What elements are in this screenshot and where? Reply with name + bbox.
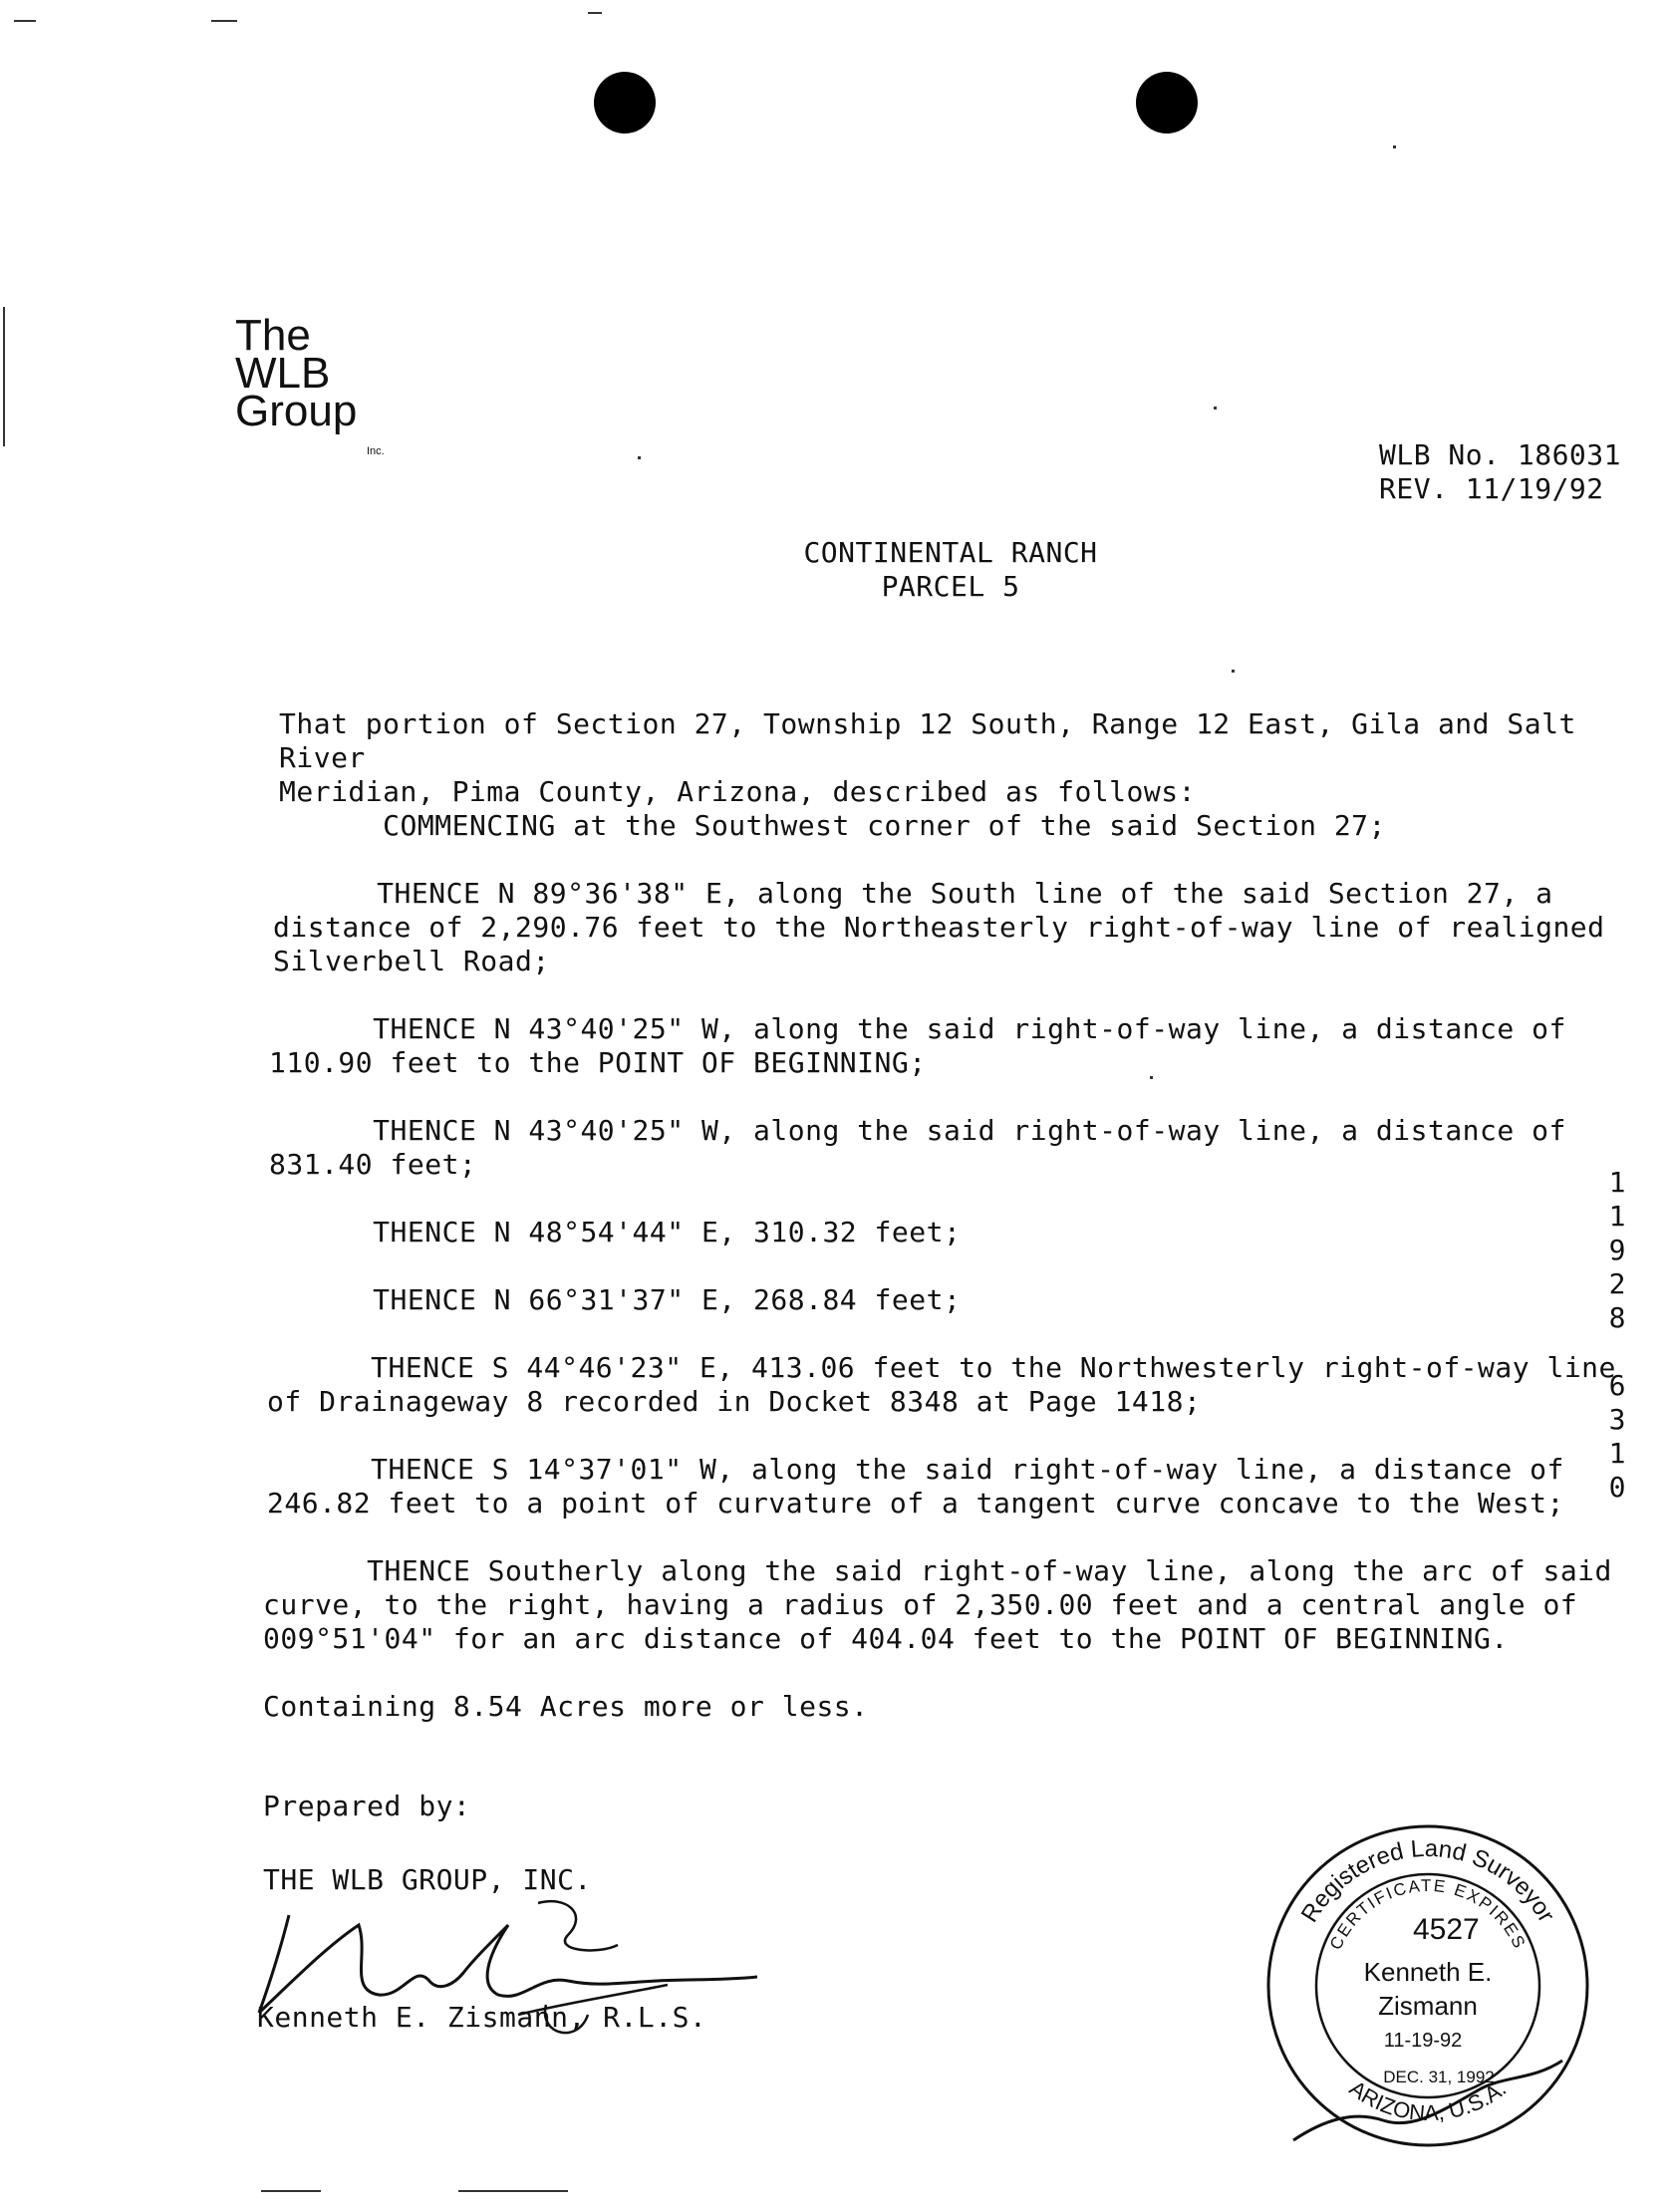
side-digit: 1 [1608,1166,1626,1199]
scan-mark [211,20,237,22]
seal-number: 4527 [1413,1913,1480,1946]
side-digit: 1 [1608,1200,1626,1233]
course-1-paragraph: THENCE N 89°36'38" E, along the South line of the said Section 27, a distance of 2,290.76 feet to the Northeasterly right-of-way line of realigned Silverbell Road; [273,877,1605,977]
document-title [697,536,1204,604]
scan-mark [1214,407,1217,410]
prepared-by-company: THE WLB GROUP, INC. [263,1863,592,1896]
seal-outer-text: Registered Land Surveyor [1295,1834,1560,1928]
surveyor-seal [1263,1821,1592,2150]
side-digit: 3 [1608,1403,1626,1436]
seal-expiry: DEC. 31, 1992 [1383,2068,1495,2086]
course-5-paragraph: THENCE N 66°31'37" E, 268.84 feet; [269,1283,962,1316]
scan-mark [14,20,36,22]
seal-state: ARIZONA, U.S.A. [1344,2075,1512,2126]
commencing-paragraph: COMMENCING at the Southwest corner of the said Section 27; [279,809,1386,842]
wlb-number: WLB No. 186031 [1379,438,1622,471]
punch-hole-right [1136,72,1198,134]
logo-line-the: The [235,311,311,360]
side-digit: 9 [1608,1234,1626,1266]
punch-hole-left [594,72,656,134]
logo-inc: Inc. [367,445,385,457]
side-digit: 0 [1608,1471,1626,1504]
acreage-paragraph: Containing 8.54 Acres more or less. [263,1690,869,1723]
revision-date: REV. 11/19/92 [1379,472,1604,505]
scan-mark [1232,670,1235,673]
reference-block [1379,438,1621,506]
logo-line-wlb: WLB [235,349,331,398]
course-2-paragraph: THENCE N 43°40'25" W, along the said right-of-way line, a distance of 110.90 feet to the POINT OF BEGINNING; [269,1012,1566,1079]
logo-line-group: Group [235,387,358,435]
prepared-by-label: Prepared by: [263,1790,471,1822]
side-digit: 8 [1608,1301,1626,1334]
company-logo [235,311,385,457]
intro-paragraph: That portion of Section 27, Township 12 South, Range 12 East, Gila and Salt River Meridian, Pima County, Arizona, described as follows: [279,707,1576,808]
seal-inner-text: CERTIFICATE EXPIRES [1325,1875,1531,1953]
side-digit: 2 [1608,1267,1626,1300]
seal-date: 11-19-92 [1383,2030,1463,2052]
course-8-paragraph: THENCE Southerly along the said right-of-way line, along the arc of said curve, to the right, having a radius of 2,350.00 feet and a central angle of 009°51'04" for an arc distance of 404.04 feet to the POINT OF BEGINNING. [263,1554,1612,1655]
title-line-2: PARCEL 5 [881,570,1020,603]
course-3-paragraph: THENCE N 43°40'25" W, along the said right-of-way line, a distance of 831.40 feet; [269,1114,1566,1181]
course-4-paragraph: THENCE N 48°54'44" E, 310.32 feet; [269,1216,962,1248]
course-7-paragraph: THENCE S 14°37'01" W, along the said right-of-way line, a distance of 246.82 feet to a point of curvature of a tangent curve concave to the West; [267,1453,1564,1520]
seal-name-line-2: Zismann [1378,1991,1478,2021]
side-digit: 6 [1608,1369,1626,1402]
seal-name-line-1: Kenneth E. [1363,1957,1493,1987]
title-line-1: CONTINENTAL RANCH [803,536,1098,569]
scan-mark [261,2190,321,2192]
course-6-paragraph: THENCE S 44°46'23" E, 413.06 feet to the Northwesterly right-of-way line of Drainageway 8 recorded in Docket 8348 at Page 1418; [267,1351,1616,1418]
scan-mark [1393,145,1396,148]
docket-side-number [1602,1166,1632,1505]
scan-mark [588,12,602,14]
signer-name: Kenneth E. Zismann, R.L.S. [257,2001,707,2034]
scan-mark [3,307,5,446]
scan-mark [638,456,641,459]
side-digit: 1 [1608,1437,1626,1470]
scan-mark [458,2190,568,2192]
